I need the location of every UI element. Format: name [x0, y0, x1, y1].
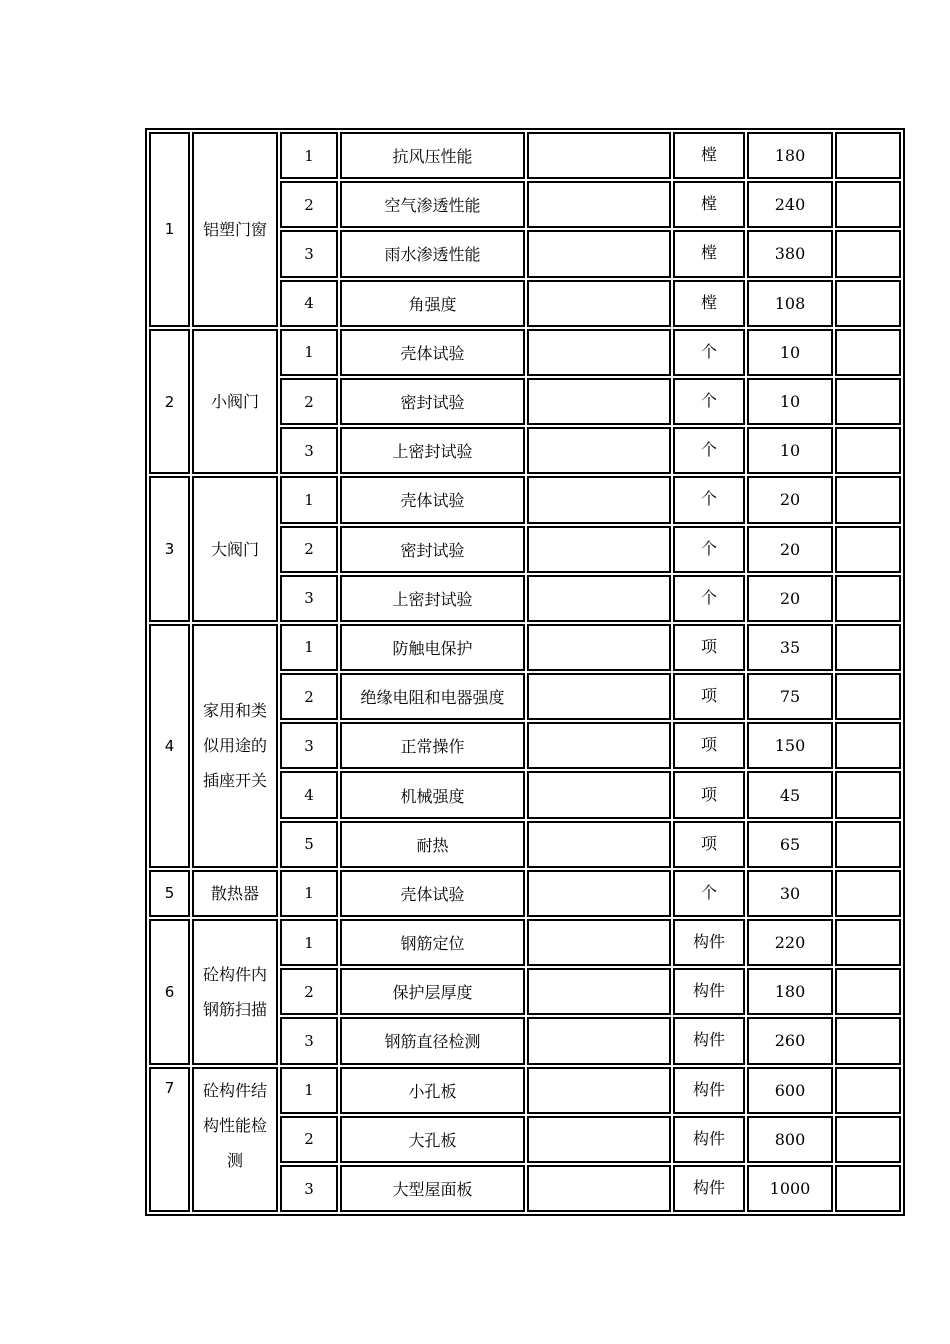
item-number: 2 [280, 378, 338, 425]
group-name: 家用和类似用途的插座开关 [192, 624, 278, 868]
group-number: 5 [149, 870, 190, 917]
table-row [149, 1067, 901, 1114]
item-number: 1 [280, 624, 338, 671]
item-unit: 项 [673, 624, 745, 671]
item-number: 1 [280, 1067, 338, 1114]
item-unit: 构件 [673, 1165, 745, 1212]
item-price: 220 [747, 919, 833, 966]
item-price: 800 [747, 1116, 833, 1163]
item-note [835, 230, 901, 277]
item-name: 雨水渗透性能 [340, 230, 525, 277]
item-name: 钢筋定位 [340, 919, 525, 966]
item-note [835, 722, 901, 769]
item-number: 3 [280, 1165, 338, 1212]
item-note [835, 476, 901, 523]
group-number: 6 [149, 919, 190, 1065]
item-price: 30 [747, 870, 833, 917]
item-unit: 构件 [673, 968, 745, 1015]
item-number: 2 [280, 673, 338, 720]
item-price: 20 [747, 575, 833, 622]
item-unit: 个 [673, 329, 745, 376]
group-name: 小阀门 [192, 329, 278, 475]
item-number: 2 [280, 526, 338, 573]
item-name: 小孔板 [340, 1067, 525, 1114]
item-unit: 构件 [673, 1067, 745, 1114]
item-name: 壳体试验 [340, 870, 525, 917]
item-number: 4 [280, 771, 338, 818]
item-note [835, 1067, 901, 1114]
item-spec [527, 1017, 671, 1064]
item-note [835, 1116, 901, 1163]
item-name: 正常操作 [340, 722, 525, 769]
item-number: 3 [280, 575, 338, 622]
item-price: 180 [747, 132, 833, 179]
item-price: 20 [747, 476, 833, 523]
item-note [835, 280, 901, 327]
item-price: 150 [747, 722, 833, 769]
item-name: 防触电保护 [340, 624, 525, 671]
group-name: 砼构件结构性能检测 [192, 1067, 278, 1213]
item-price: 35 [747, 624, 833, 671]
item-note [835, 1165, 901, 1212]
item-note [835, 378, 901, 425]
item-name: 钢筋直径检测 [340, 1017, 525, 1064]
table-row [149, 329, 901, 376]
item-spec [527, 722, 671, 769]
item-name: 密封试验 [340, 526, 525, 573]
item-spec [527, 526, 671, 573]
item-name: 保护层厚度 [340, 968, 525, 1015]
group-name: 砼构件内钢筋扫描 [192, 919, 278, 1065]
item-spec [527, 378, 671, 425]
item-unit: 个 [673, 378, 745, 425]
item-spec [527, 968, 671, 1015]
group-name: 散热器 [192, 870, 278, 917]
item-price: 108 [747, 280, 833, 327]
item-spec [527, 673, 671, 720]
group-name: 铝塑门窗 [192, 132, 278, 327]
table-row [149, 624, 901, 671]
item-price: 10 [747, 427, 833, 474]
item-name: 密封试验 [340, 378, 525, 425]
item-number: 2 [280, 181, 338, 228]
item-price: 600 [747, 1067, 833, 1114]
group-number: 7 [149, 1067, 190, 1213]
item-spec [527, 771, 671, 818]
item-note [835, 526, 901, 573]
item-spec [527, 1067, 671, 1114]
item-note [835, 1017, 901, 1064]
item-price: 260 [747, 1017, 833, 1064]
table-row [149, 132, 901, 179]
item-name: 角强度 [340, 280, 525, 327]
item-spec [527, 919, 671, 966]
item-name: 绝缘电阻和电器强度 [340, 673, 525, 720]
item-name: 空气渗透性能 [340, 181, 525, 228]
item-spec [527, 821, 671, 868]
item-note [835, 919, 901, 966]
item-note [835, 771, 901, 818]
item-number: 1 [280, 329, 338, 376]
item-spec [527, 624, 671, 671]
item-name: 上密封试验 [340, 427, 525, 474]
item-note [835, 624, 901, 671]
item-spec [527, 575, 671, 622]
item-spec [527, 476, 671, 523]
item-number: 1 [280, 919, 338, 966]
item-unit: 樘 [673, 230, 745, 277]
item-note [835, 181, 901, 228]
item-name: 机械强度 [340, 771, 525, 818]
item-price: 45 [747, 771, 833, 818]
item-spec [527, 1165, 671, 1212]
item-note [835, 673, 901, 720]
item-unit: 构件 [673, 1017, 745, 1064]
price-table [145, 128, 905, 1216]
item-unit: 樘 [673, 181, 745, 228]
item-name: 壳体试验 [340, 476, 525, 523]
item-unit: 项 [673, 722, 745, 769]
item-name: 壳体试验 [340, 329, 525, 376]
table-row [149, 919, 901, 966]
table-row [149, 476, 901, 523]
item-unit: 项 [673, 771, 745, 818]
item-note [835, 329, 901, 376]
item-note [835, 870, 901, 917]
item-name: 耐热 [340, 821, 525, 868]
item-number: 2 [280, 1116, 338, 1163]
item-number: 3 [280, 230, 338, 277]
item-name: 大型屋面板 [340, 1165, 525, 1212]
group-number: 4 [149, 624, 190, 868]
item-unit: 构件 [673, 1116, 745, 1163]
item-note [835, 821, 901, 868]
item-unit: 个 [673, 870, 745, 917]
item-unit: 项 [673, 673, 745, 720]
item-spec [527, 132, 671, 179]
item-number: 1 [280, 476, 338, 523]
item-name: 抗风压性能 [340, 132, 525, 179]
item-number: 5 [280, 821, 338, 868]
item-name: 大孔板 [340, 1116, 525, 1163]
item-number: 1 [280, 132, 338, 179]
item-price: 1000 [747, 1165, 833, 1212]
item-note [835, 427, 901, 474]
item-spec [527, 329, 671, 376]
item-number: 4 [280, 280, 338, 327]
item-note [835, 968, 901, 1015]
group-number: 2 [149, 329, 190, 475]
item-number: 3 [280, 427, 338, 474]
item-unit: 构件 [673, 919, 745, 966]
item-price: 65 [747, 821, 833, 868]
item-unit: 樘 [673, 132, 745, 179]
item-number: 3 [280, 722, 338, 769]
item-spec [527, 280, 671, 327]
item-note [835, 132, 901, 179]
item-price: 10 [747, 378, 833, 425]
item-price: 20 [747, 526, 833, 573]
item-unit: 个 [673, 526, 745, 573]
item-number: 2 [280, 968, 338, 1015]
group-number: 3 [149, 476, 190, 622]
table-row [149, 870, 901, 917]
group-name: 大阀门 [192, 476, 278, 622]
item-number: 1 [280, 870, 338, 917]
group-number: 1 [149, 132, 190, 327]
item-note [835, 575, 901, 622]
item-price: 240 [747, 181, 833, 228]
item-spec [527, 181, 671, 228]
item-unit: 樘 [673, 280, 745, 327]
item-unit: 个 [673, 575, 745, 622]
item-spec [527, 1116, 671, 1163]
item-unit: 个 [673, 427, 745, 474]
item-number: 3 [280, 1017, 338, 1064]
item-price: 10 [747, 329, 833, 376]
item-name: 上密封试验 [340, 575, 525, 622]
item-spec [527, 427, 671, 474]
item-unit: 个 [673, 476, 745, 523]
item-price: 180 [747, 968, 833, 1015]
item-spec [527, 230, 671, 277]
item-price: 380 [747, 230, 833, 277]
item-unit: 项 [673, 821, 745, 868]
item-price: 75 [747, 673, 833, 720]
item-spec [527, 870, 671, 917]
